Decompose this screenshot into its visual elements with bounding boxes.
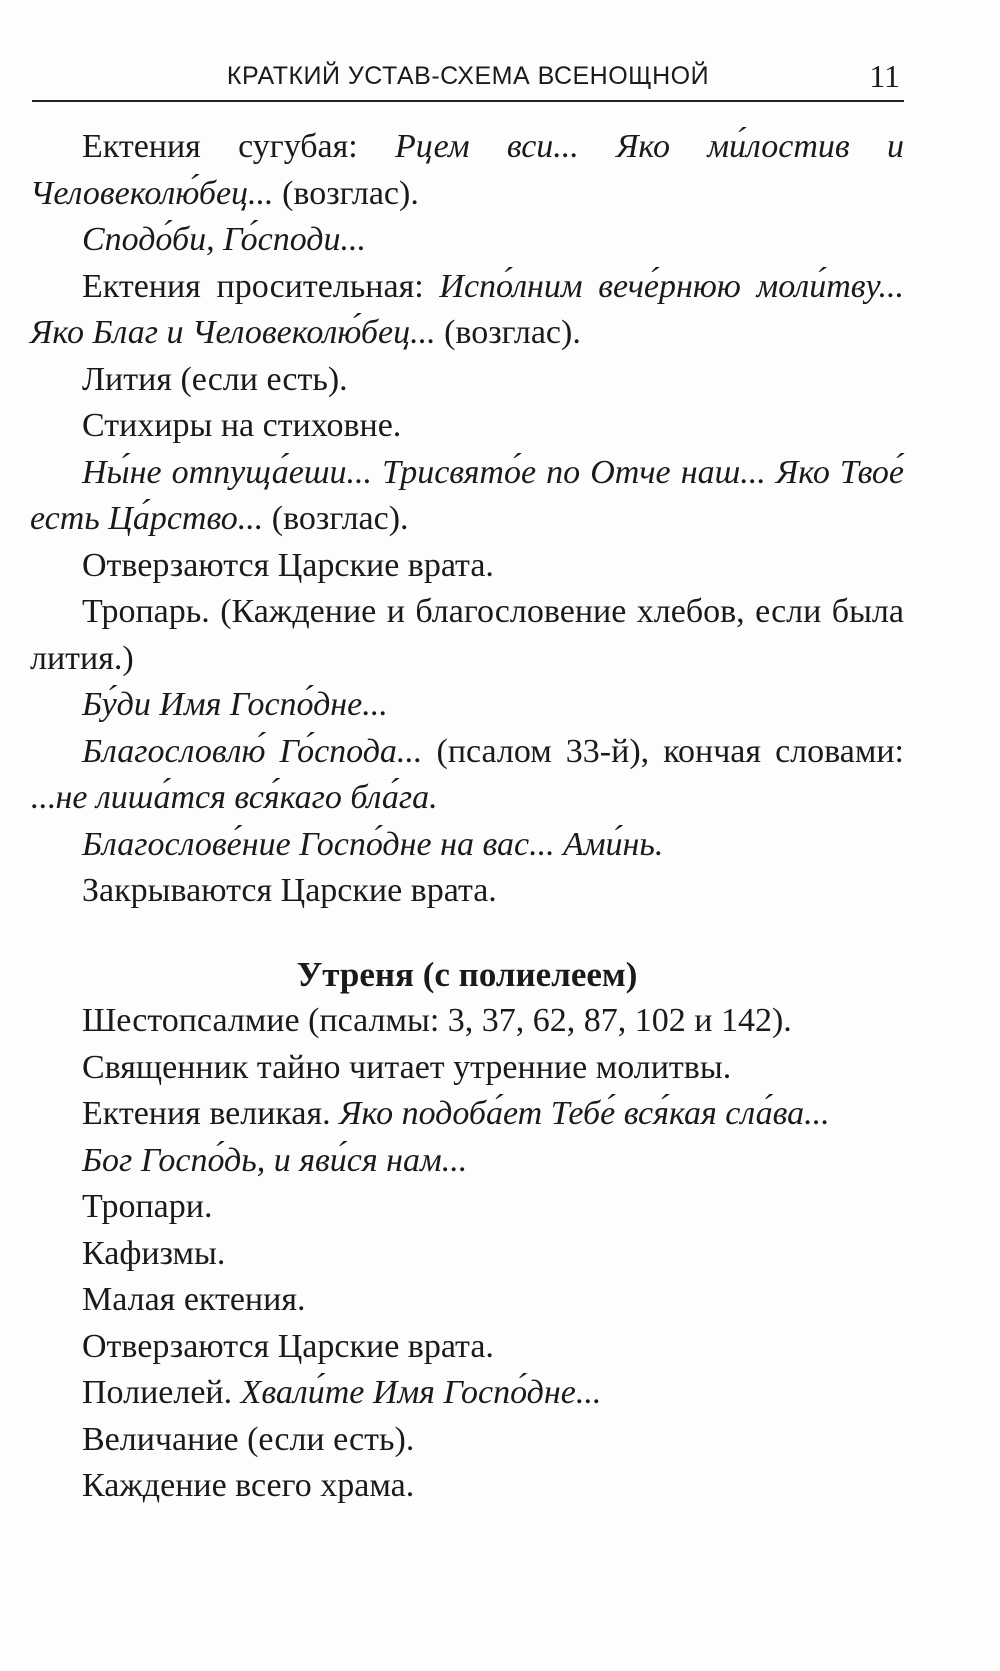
paragraph bbox=[30, 1231, 904, 1278]
text: Отверзаются Царские врата. bbox=[82, 546, 494, 584]
text: Отверзаются Царские врата. bbox=[82, 1327, 494, 1365]
italic-text: не лиша́тся вся́каго бла́га. bbox=[55, 779, 438, 816]
italic-text: Благослове́ние Госпо́дне на вас... Ами́нь. bbox=[82, 825, 664, 863]
paragraph bbox=[30, 1091, 904, 1138]
text: Величание (если есть). bbox=[82, 1420, 415, 1458]
paragraph bbox=[30, 1138, 904, 1185]
paragraph bbox=[30, 450, 904, 543]
paragraph bbox=[30, 822, 904, 869]
italic-text: Бог Госпо́дь, и яви́ся нам... bbox=[82, 1141, 468, 1179]
italic-text: Бу́ди Имя Госпо́дне... bbox=[82, 686, 388, 723]
paragraph bbox=[30, 998, 904, 1045]
text: (возглас). bbox=[273, 174, 419, 212]
paragraph bbox=[30, 1045, 904, 1092]
text: Ектения просительная: bbox=[82, 267, 440, 305]
text: (псалом 33-й), кончая словами: ... bbox=[30, 732, 904, 816]
text: Ектения сугубая: bbox=[82, 128, 396, 165]
italic-text: Сподо́би, Го́споди... bbox=[82, 221, 367, 258]
paragraph bbox=[30, 682, 904, 729]
paragraph bbox=[30, 357, 904, 404]
text: Стихиры на стиховне. bbox=[82, 407, 402, 444]
running-title: КРАТКИЙ УСТАВ-СХЕМА ВСЕНОЩНОЙ bbox=[226, 62, 710, 90]
italic-text: Ны́не отпуща́еши... Трисвято́е по Отче наш... Яко Твое́ есть Ца́рство... bbox=[30, 453, 904, 537]
text: Священник тайно читает утренние молитвы. bbox=[82, 1048, 732, 1086]
italic-text: Благословлю́ Го́спода... bbox=[82, 732, 423, 770]
running-header bbox=[32, 58, 904, 102]
italic-text: Рцем вси... Яко ми́лостив и Человеколю́бец... bbox=[30, 128, 904, 212]
paragraph bbox=[30, 1370, 904, 1417]
paragraph bbox=[30, 124, 904, 217]
page-body bbox=[30, 124, 904, 1510]
page-number: 11 bbox=[869, 58, 900, 94]
paragraph bbox=[30, 264, 904, 357]
paragraph bbox=[30, 589, 904, 682]
paragraph bbox=[30, 1463, 904, 1510]
text: (возглас). bbox=[435, 314, 581, 351]
paragraph bbox=[30, 729, 904, 822]
italic-text: Яко подоба́ет Тебе́ вся́кая сла́ва... bbox=[339, 1095, 830, 1132]
paragraph bbox=[30, 543, 904, 590]
text: Лития (если есть). bbox=[82, 360, 348, 398]
text: Шестопсалмие (псалмы: 3, 37, 62, 87, 102 и 142). bbox=[82, 1002, 792, 1039]
paragraph bbox=[30, 403, 904, 450]
text: Малая ектения. bbox=[82, 1281, 306, 1318]
text: (возглас). bbox=[263, 500, 409, 537]
italic-text: Хвали́те Имя Госпо́дне... bbox=[240, 1374, 602, 1411]
paragraph bbox=[30, 1277, 904, 1324]
paragraph bbox=[30, 1184, 904, 1231]
text: Полиелей. bbox=[82, 1374, 241, 1411]
section-heading: Утреня (с полиелеем) bbox=[296, 954, 638, 994]
paragraph bbox=[30, 1324, 904, 1371]
text: Тропарь. (Каждение и благословение хлебов, если была лития.) bbox=[30, 593, 904, 677]
text: Ектения великая. bbox=[82, 1095, 340, 1132]
text: Тропари. bbox=[82, 1188, 213, 1225]
paragraph bbox=[30, 1417, 904, 1464]
vespers-section bbox=[30, 124, 904, 915]
paragraph bbox=[30, 868, 904, 915]
matins-section bbox=[30, 998, 904, 1510]
paragraph bbox=[30, 217, 904, 264]
text: Кафизмы. bbox=[82, 1234, 226, 1272]
italic-text: Испо́лним вече́рнюю моли́тву... Яко Благ и Человеколю́бец... bbox=[30, 267, 904, 351]
text: Каждение всего храма. bbox=[82, 1467, 415, 1504]
text: Закрываются Царские врата. bbox=[82, 872, 497, 909]
